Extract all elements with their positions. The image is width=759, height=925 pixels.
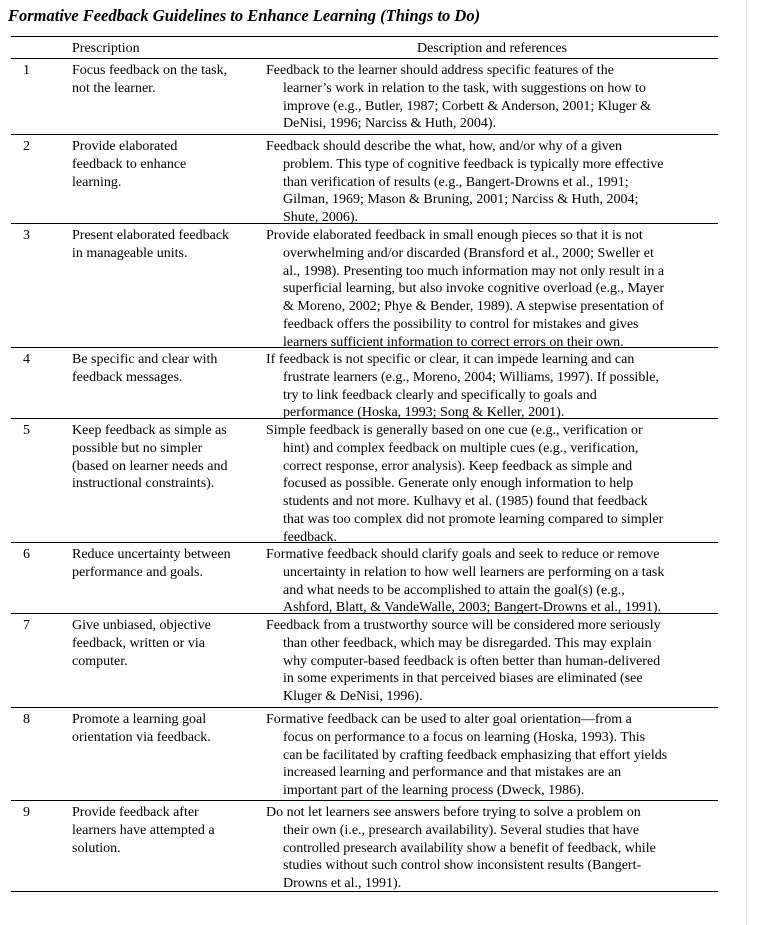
row-number: 7 xyxy=(23,618,30,633)
prescription-line: Reduce uncertainty between xyxy=(72,547,231,562)
description-line: Ashford, Blatt, & VandeWalle, 2003; Bangert-Drowns et al., 1991). xyxy=(283,600,662,616)
prescription-line: feedback, written or via xyxy=(72,635,205,651)
prescription-cell xyxy=(72,351,257,387)
prescription-cell xyxy=(72,711,257,747)
prescription-line: learning. xyxy=(72,174,122,190)
description-line: correct response, error analysis). Keep feedback as simple and xyxy=(283,458,633,474)
table-body xyxy=(11,59,718,892)
guidelines-table xyxy=(11,36,718,892)
table-row xyxy=(11,708,718,800)
row-number: 2 xyxy=(23,139,30,154)
description-cell xyxy=(266,227,718,352)
description-line: Gilman, 1969; Mason & Bruning, 2001; Narciss & Huth, 2004; xyxy=(283,192,639,208)
description-line: in some experiments in that perceived biases are eliminated (see xyxy=(283,671,643,687)
prescription-cell xyxy=(72,617,257,670)
table-row xyxy=(11,224,718,350)
description-line: hint) and complex feedback on multiple cues (e.g., verification, xyxy=(283,440,639,456)
table-header xyxy=(11,37,718,58)
description-cell xyxy=(266,138,718,227)
prescription-line: orientation via feedback. xyxy=(72,729,211,745)
description-line: improve (e.g., Butler, 1987; Corbett & Anderson, 2001; Kluger & xyxy=(283,98,652,114)
description-cell xyxy=(266,62,718,133)
description-line: feedback offers the possibility to control for mistakes and gives xyxy=(283,316,639,332)
prescription-line: feedback messages. xyxy=(72,369,183,385)
description-line: try to link feedback clearly and specifically to goals and xyxy=(283,387,597,403)
description-line: than verification of results (e.g., Bangert-Drowns et al., 1991; xyxy=(283,174,629,190)
description-cell xyxy=(266,617,718,706)
description-cell xyxy=(266,351,718,422)
description-cell xyxy=(266,711,718,800)
description-line: superficial learning, but also invoke cognitive overload (e.g., Mayer xyxy=(283,281,664,297)
description-line: Formative feedback can be used to alter goal orientation—from a xyxy=(266,712,632,727)
prescription-line: Promote a learning goal xyxy=(72,712,207,727)
description-line: Drowns et al., 1991). xyxy=(283,876,402,892)
row-number: 4 xyxy=(23,352,30,367)
description-line: increased learning and performance and that mistakes are an xyxy=(283,765,622,781)
description-line: focus on performance to a focus on learning (Hoska, 1993). This xyxy=(283,729,646,745)
prescription-line: not the learner. xyxy=(72,80,156,96)
description-line: that was too complex did not promote learning compared to simpler xyxy=(283,511,664,527)
row-number: 9 xyxy=(23,805,30,820)
prescription-line: in manageable units. xyxy=(72,245,188,261)
description-line: problem. This type of cognitive feedback is typically more effective xyxy=(283,156,664,172)
description-line: frustrate learners (e.g., Moreno, 2004; Williams, 1997). If possible, xyxy=(283,369,659,385)
prescription-line: computer. xyxy=(72,653,128,669)
table-row xyxy=(11,135,718,226)
description-line: & Moreno, 2002; Phye & Bender, 1989). A stepwise presentation of xyxy=(283,299,664,315)
description-line: Do not let learners see answers before trying to solve a problem on xyxy=(266,805,641,820)
prescription-cell xyxy=(72,546,257,582)
row-number: 1 xyxy=(23,63,30,78)
description-line: Feedback to the learner should address specific features of the xyxy=(266,63,614,78)
header-prescription: Prescription xyxy=(72,41,140,56)
table-row xyxy=(11,543,718,616)
description-line: students and not more. Kulhavy et al. (1985) found that feedback xyxy=(283,494,648,510)
prescription-line: instructional constraints). xyxy=(72,476,215,492)
table-row xyxy=(11,614,718,707)
row-number: 3 xyxy=(23,228,30,243)
description-line: learners sufficient information to correct errors on their own. xyxy=(283,334,624,350)
description-line: their own (i.e., presearch availability). Several studies that have xyxy=(283,822,640,838)
description-line: If feedback is not specific or clear, it can impede learning and can xyxy=(266,352,635,367)
description-line: studies without such control show inconsistent results (Bangert- xyxy=(283,858,642,874)
description-line: uncertainty in relation to how well learners are performing on a task xyxy=(283,564,665,580)
description-line: Formative feedback should clarify goals and seek to reduce or remove xyxy=(266,547,660,562)
prescription-line: Provide elaborated xyxy=(72,139,178,154)
prescription-line: performance and goals. xyxy=(72,564,203,580)
description-line: performance (Hoska, 1993; Song & Keller, 2001). xyxy=(283,405,565,421)
table-row xyxy=(11,59,718,134)
description-line: important part of the learning process (Dweck, 1986). xyxy=(283,783,585,799)
description-line: can be facilitated by crafting feedback emphasizing that effort yields xyxy=(283,747,668,763)
prescription-line: Focus feedback on the task, xyxy=(72,63,228,78)
description-line: al., 1998). Presenting too much information may not only result in a xyxy=(283,263,665,279)
description-line: DeNisi, 1996; Narciss & Huth, 2004). xyxy=(283,116,497,132)
description-line: Shute, 2006). xyxy=(283,210,359,226)
description-line: why computer-based feedback is often better than human-delivered xyxy=(283,653,661,669)
description-line: than other feedback, which may be disregarded. This may explain xyxy=(283,635,652,651)
row-number: 5 xyxy=(23,423,30,438)
prescription-cell xyxy=(72,227,257,263)
header-description: Description and references xyxy=(416,41,568,56)
prescription-cell xyxy=(72,138,257,191)
description-line: Feedback from a trustworthy source will be considered more seriously xyxy=(266,618,661,633)
description-line: Feedback should describe the what, how, and/or why of a given xyxy=(266,139,622,154)
prescription-cell xyxy=(72,804,257,857)
table-row xyxy=(11,419,718,545)
description-line: overwhelming and/or discarded (Bransford et al., 2000; Sweller et xyxy=(283,245,654,261)
description-line: Simple feedback is generally based on one cue (e.g., verification or xyxy=(266,423,643,438)
prescription-line: Keep feedback as simple as xyxy=(72,423,227,438)
prescription-line: learners have attempted a xyxy=(72,822,215,838)
prescription-line: Be specific and clear with xyxy=(72,352,218,367)
description-line: and what needs to be accomplished to attain the goal(s) (e.g., xyxy=(283,582,625,598)
description-cell xyxy=(266,422,718,547)
prescription-line: (based on learner needs and xyxy=(72,458,228,474)
prescription-line: Provide feedback after xyxy=(72,805,199,820)
prescription-line: solution. xyxy=(72,840,121,856)
description-line: Provide elaborated feedback in small enough pieces so that it is not xyxy=(266,228,643,243)
prescription-line: feedback to enhance xyxy=(72,156,187,172)
table-row xyxy=(11,348,718,421)
description-line: Kluger & DeNisi, 1996). xyxy=(283,689,423,705)
description-line: focused as possible. Generate only enough information to help xyxy=(283,476,634,492)
description-cell xyxy=(266,804,718,893)
prescription-line: possible but no simpler xyxy=(72,440,203,456)
row-number: 6 xyxy=(23,547,30,562)
description-line: feedback. xyxy=(283,529,338,545)
description-line: learner’s work in relation to the task, with suggestions on how to xyxy=(283,80,646,96)
description-line: controlled presearch availability show a benefit of feedback, while xyxy=(283,840,656,856)
table-title: Formative Feedback Guidelines to Enhance Learning (Things to Do) xyxy=(8,6,481,25)
description-cell xyxy=(266,546,718,617)
prescription-cell xyxy=(72,422,257,493)
page-edge xyxy=(746,0,747,925)
prescription-line: Present elaborated feedback xyxy=(72,228,230,243)
table-row xyxy=(11,801,718,891)
prescription-line: Give unbiased, objective xyxy=(72,618,211,633)
row-number: 8 xyxy=(23,712,30,727)
prescription-cell xyxy=(72,62,257,98)
